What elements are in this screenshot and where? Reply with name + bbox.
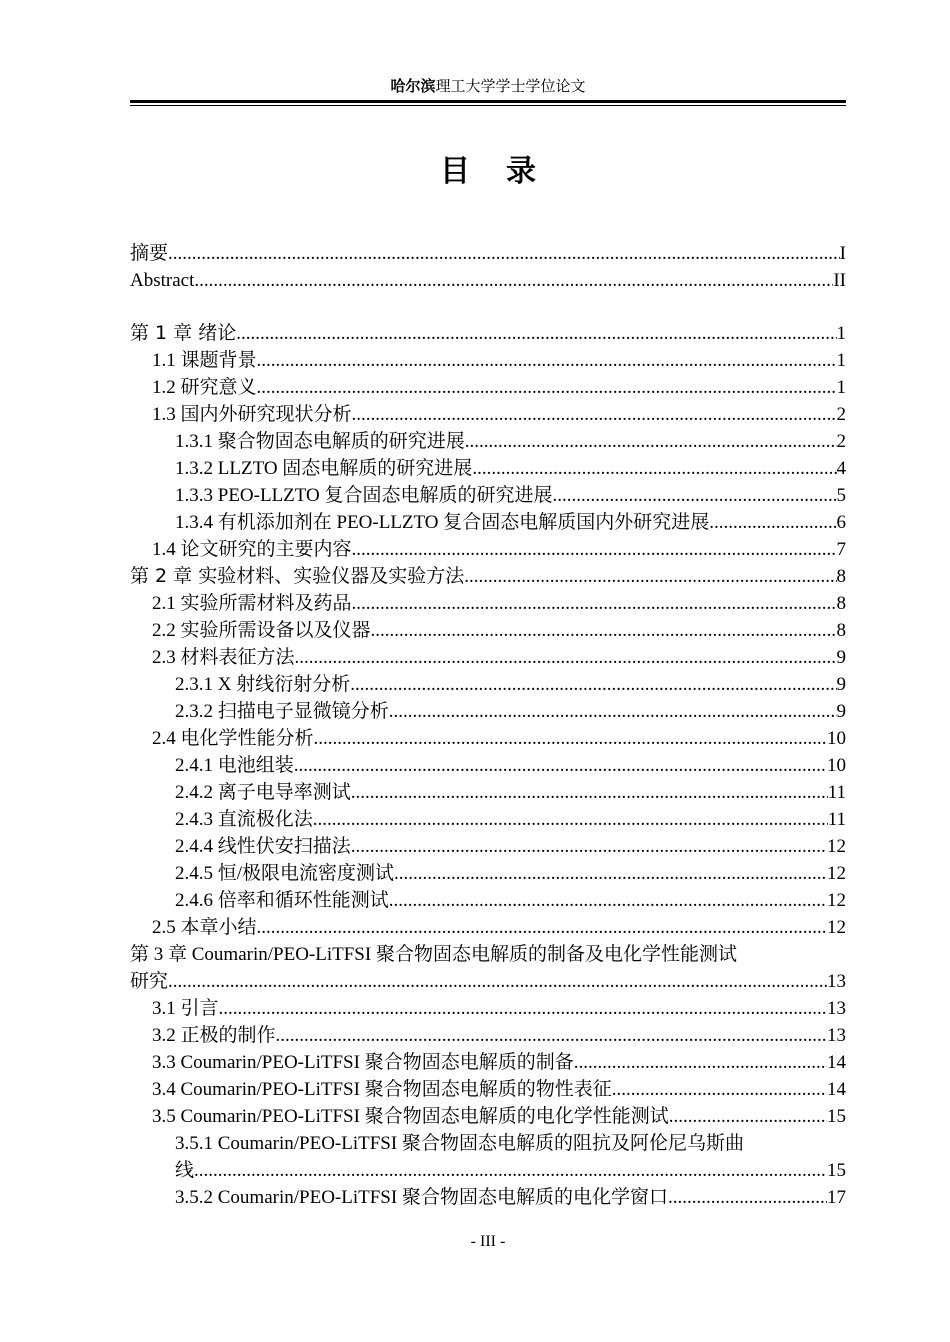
toc-label: 1.1 课题背景 [152, 350, 257, 371]
header-thesis-type: 理工大学学士学位论文 [435, 79, 586, 95]
toc-leader-dots [294, 752, 827, 779]
toc-entry-3-5[interactable] [130, 1103, 846, 1130]
toc-label: 3.2 正极的制作 [152, 1025, 276, 1046]
toc-label: 2.5 本章小结 [152, 917, 257, 938]
toc-page: 12 [827, 863, 846, 884]
toc-page: 13 [827, 1025, 846, 1046]
toc-entry-abstract-cn[interactable] [130, 240, 846, 267]
toc-label: 摘要 [130, 243, 169, 264]
toc-leader-dots [276, 1022, 827, 1049]
toc-label: 2.4 电化学性能分析 [152, 728, 314, 749]
toc-entry-chapter-1[interactable] [130, 320, 846, 347]
toc-page: 2 [836, 431, 846, 452]
toc-leader-dots [464, 563, 836, 590]
toc-entry-1-3-2[interactable] [130, 455, 846, 482]
toc-leader-dots [295, 644, 837, 671]
toc-leader-dots [314, 725, 827, 752]
toc-leader-dots [194, 267, 833, 294]
toc-label: 研究 [130, 970, 169, 992]
toc-entry-chapter-2[interactable] [130, 563, 846, 590]
toc-entry-2-3[interactable] [130, 644, 846, 671]
toc-label: 3.5 Coumarin/PEO-LiTFSI 聚合物固态电解质的电化学性能测试 [152, 1106, 669, 1127]
toc-entry-chapter-3[interactable] [130, 941, 846, 995]
toc-leader-dots [389, 887, 827, 914]
toc-label: 1.2 研究意义 [152, 377, 257, 398]
toc-label: 1.3.1 聚合物固态电解质的研究进展 [175, 431, 465, 452]
toc-page: 2 [836, 404, 846, 425]
toc-label: Abstract [130, 270, 195, 291]
toc-page: 8 [836, 593, 846, 614]
toc-entry-2-4-2[interactable] [130, 779, 846, 806]
toc-label: 线 [175, 1160, 195, 1181]
toc-entry-3-1[interactable] [130, 995, 846, 1022]
toc-leader-dots [352, 401, 837, 428]
toc-leader-dots [236, 320, 836, 347]
toc-leader-dots [465, 428, 837, 455]
toc-label: 2.4.5 恒/极限电流密度测试 [175, 863, 395, 884]
toc-entry-abstract-en[interactable] [130, 267, 846, 294]
toc-entry-2-4-3[interactable] [130, 806, 846, 833]
toc-leader-dots [472, 455, 836, 482]
toc-label-line1: 3.5.1 Coumarin/PEO-LiTFSI 聚合物固态电解质的阻抗及阿伦尼乌斯曲 [175, 1133, 744, 1154]
toc-page: 13 [827, 971, 846, 992]
toc-label: 2.4.6 倍率和循环性能测试 [175, 890, 389, 911]
toc-page: 1 [836, 323, 846, 344]
toc-label: 2.3 材料表征方法 [152, 647, 295, 668]
toc-label: 3.5.2 Coumarin/PEO-LiTFSI 聚合物固态电解质的电化学窗口 [175, 1187, 668, 1208]
toc-leader-dots [668, 1184, 827, 1211]
toc-leader-dots [219, 995, 827, 1022]
toc-page: 12 [827, 890, 846, 911]
toc-page: 15 [827, 1106, 846, 1127]
toc-label: 2.3.2 扫描电子显微镜分析 [175, 701, 389, 722]
toc-entry-2-3-2[interactable] [130, 698, 846, 725]
toc-entry-2-5[interactable] [130, 914, 846, 941]
toc-leader-dots [352, 536, 837, 563]
toc-page: 10 [827, 728, 846, 749]
toc-leader-dots [389, 698, 837, 725]
toc-label: 2.2 实验所需设备以及仪器 [152, 620, 371, 641]
toc-page: 11 [827, 782, 846, 803]
toc-label: 3.3 Coumarin/PEO-LiTFSI 聚合物固态电解质的制备 [152, 1052, 574, 1073]
toc-entry-1-3-4[interactable] [130, 509, 846, 536]
toc-label-line1: 第 3 章 Coumarin/PEO-LiTFSI 聚合物固态电解质的制备及电化学性能测试 [130, 944, 737, 965]
toc-entry-1-3-1[interactable] [130, 428, 846, 455]
toc-leader-dots [371, 617, 837, 644]
toc-label: 1.3 国内外研究现状分析 [152, 404, 352, 425]
toc-entry-1-3-3[interactable] [130, 482, 846, 509]
toc-page: 9 [836, 647, 846, 668]
toc-leader-dots [194, 1157, 827, 1184]
toc-page: 4 [836, 458, 846, 479]
toc-page: 12 [827, 836, 846, 857]
toc-page: 17 [827, 1187, 846, 1208]
toc-label: 2.4.1 电池组装 [175, 755, 294, 776]
toc-label: 2.4.3 直流极化法 [175, 809, 313, 830]
toc-page: II [833, 270, 846, 291]
toc-entry-1-1[interactable] [130, 347, 846, 374]
toc-label: 3.4 Coumarin/PEO-LiTFSI 聚合物固态电解质的物性表征 [152, 1079, 612, 1100]
toc-leader-dots [612, 1076, 827, 1103]
toc-leader-dots [168, 240, 840, 267]
page-title: 目录 [440, 154, 572, 189]
toc-page: I [839, 243, 846, 264]
toc-label: 2.4.4 线性伏安扫描法 [175, 836, 351, 857]
toc-page: 9 [836, 701, 846, 722]
toc-leader-dots [168, 968, 827, 995]
toc-page: 5 [836, 485, 846, 506]
toc-label: 1.3.3 PEO-LLZTO 复合固态电解质的研究进展 [175, 485, 553, 506]
toc-page: 8 [836, 620, 846, 641]
toc-entry-2-2[interactable] [130, 617, 846, 644]
toc-label: 3.1 引言 [152, 998, 219, 1019]
running-header [130, 78, 846, 96]
toc-page: 12 [827, 917, 846, 938]
toc-entry-1-4[interactable] [130, 536, 846, 563]
toc-entry-2-4-1[interactable] [130, 752, 846, 779]
toc-leader-dots [351, 833, 827, 860]
toc-leader-dots [553, 482, 837, 509]
toc-leader-dots [313, 806, 828, 833]
toc-leader-dots [257, 347, 837, 374]
toc-page: 8 [836, 566, 846, 587]
toc-entry-2-4-4[interactable] [130, 833, 846, 860]
toc-label: 2.3.1 X 射线衍射分析 [175, 674, 351, 695]
toc-entry-2-3-1[interactable] [130, 671, 846, 698]
toc-entry-1-2[interactable] [130, 374, 846, 401]
toc-entry-2-4[interactable] [130, 725, 846, 752]
toc-entry-3-5-1[interactable] [130, 1130, 846, 1184]
toc-page: 1 [836, 350, 846, 371]
toc-page: 15 [827, 1160, 846, 1181]
toc-page: 14 [827, 1052, 846, 1073]
toc-entry-2-1[interactable] [130, 590, 846, 617]
toc-entry-2-4-6[interactable] [130, 887, 846, 914]
toc-leader-dots [350, 671, 836, 698]
toc-entry-2-4-5[interactable] [130, 860, 846, 887]
toc-label: 1.3.4 有机添加剂在 PEO-LLZTO 复合固态电解质国内外研究进展 [175, 512, 710, 533]
toc-label: 1.3.2 LLZTO 固态电解质的研究进展 [175, 458, 473, 479]
toc-label: 2.1 实验所需材料及药品 [152, 593, 352, 614]
toc-page: 9 [836, 674, 846, 695]
toc-entry-3-4[interactable] [130, 1076, 846, 1103]
toc-leader-dots [394, 860, 827, 887]
header-university-bold: 哈尔滨 [390, 79, 436, 95]
toc-leader-dots [351, 779, 828, 806]
page-footer-number: - III - [470, 1233, 506, 1250]
toc-page: 10 [827, 755, 846, 776]
toc-page: 14 [827, 1079, 846, 1100]
toc-leader-dots [257, 914, 827, 941]
toc-label: 第 2 章 实验材料、实验仪器及实验方法 [130, 565, 465, 587]
toc-label: 2.4.2 离子电导率测试 [175, 782, 351, 803]
toc-entry-3-3[interactable] [130, 1049, 846, 1076]
toc-label: 第 1 章 绪论 [130, 322, 237, 344]
toc-page: 11 [827, 809, 846, 830]
toc-page: 6 [836, 512, 846, 533]
header-rule-thin [130, 105, 846, 106]
toc-page: 7 [836, 539, 846, 560]
toc-label: 1.4 论文研究的主要内容 [152, 539, 352, 560]
toc-leader-dots [709, 509, 836, 536]
toc-page: 13 [827, 998, 846, 1019]
header-rule-thick [130, 100, 846, 103]
toc-page: 1 [836, 377, 846, 398]
toc-leader-dots [257, 374, 837, 401]
toc-leader-dots [352, 590, 837, 617]
toc-entry-3-2[interactable] [130, 1022, 846, 1049]
toc-entry-3-5-2[interactable] [130, 1184, 846, 1211]
toc-leader-dots [574, 1049, 827, 1076]
toc-entry-1-3[interactable] [130, 401, 846, 428]
toc-leader-dots [669, 1103, 827, 1130]
table-of-contents [130, 240, 846, 1211]
